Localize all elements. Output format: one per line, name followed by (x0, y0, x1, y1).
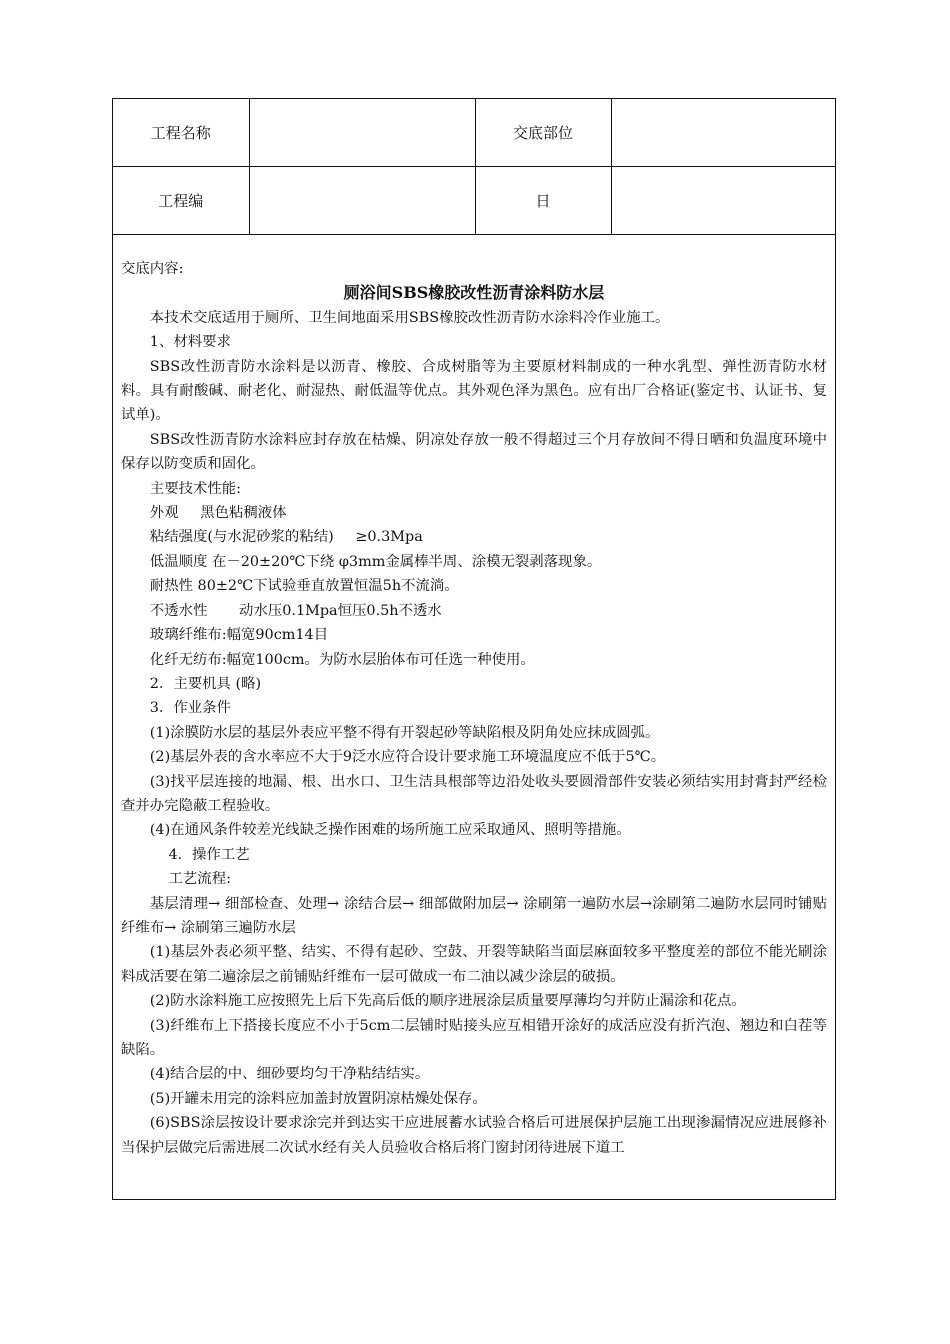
project-name-label: 工程名称 (113, 99, 249, 167)
section-4-item-5: (5)开罐未用完的涂料应加盖封放置阴凉枯燥处保存。 (149, 1090, 487, 1107)
section-3-item-4: (4)在通风条件较差光线缺乏操作困难的场所施工应采取通风、照明等措施。 (149, 822, 631, 839)
nonwoven-line: 化纤无纺布:幅宽100cm。为防水层胎体布可任选一种使用。 (149, 651, 535, 668)
document-title: 厕浴间SBS橡胶改性沥青涂料防水层 (343, 283, 605, 303)
section-3-item-3: (3)找平层连接的地漏、根、出水口、卫生洁具根部等边沿处收头要圆滑部件安装必须结实用封膏封严经检查并办完隐蔽工程验收。 (121, 773, 827, 814)
performance-appearance (121, 501, 827, 525)
section-3-heading: 3．作业条件 (149, 700, 231, 717)
intro-paragraph: 本技术交底适用于厕所、卫生间地面采用SBS橡胶改性沥青防水涂料冷作业施工。 (149, 309, 670, 326)
date-label: 日 (475, 167, 611, 235)
appearance-label: 外观 (149, 505, 179, 522)
bond-label: 粘结强度(与水泥砂浆的粘结) (149, 529, 334, 546)
performance-bond (121, 525, 827, 549)
bond-value: ≥0.3Mpa (355, 529, 423, 546)
location-value[interactable] (611, 99, 835, 167)
content-label: 交底内容: (121, 261, 184, 277)
section-3-item-1: (1)涂膜防水层的基层外表应平整不得有开裂起砂等缺陷根及阴角处应抹成圆弧。 (149, 724, 660, 741)
content-section (113, 235, 835, 1160)
flow-steps: 基层清理→ 细部检查、处理→ 涂结合层→ 细部做附加层→ 涂刷第一遍防水层→涂刷第二遍防水层同时铺贴纤维布→ 涂刷第三遍防水层 (121, 895, 827, 936)
project-no-value[interactable] (249, 167, 475, 235)
section-4-item-3: (3)纤维布上下搭接长度应不小于5cm二层铺时贴接头应互相错开涂好的成活应没有折汽泡、翘边和白茬等缺陷。 (121, 1017, 827, 1058)
section-4-item-4: (4)结合层的中、细砂要均匀干净粘结结实。 (149, 1066, 430, 1083)
performance-heading: 主要技术性能: (149, 480, 241, 497)
glass-fiber-line: 玻璃纤维布:幅宽90cm14目 (149, 627, 329, 644)
water-label: 不透水性 (149, 602, 208, 619)
disclosure-form (112, 98, 836, 1200)
section-1-heading: 1、材料要求 (149, 334, 231, 351)
project-name-value[interactable] (249, 99, 475, 167)
water-value: 动水压0.1Mpa恒压0.5h不透水 (239, 602, 442, 619)
section-1-paragraph-1: SBS改性沥青防水涂料是以沥青、橡胶、合成树脂等为主要原材料制成的一种水乳型、弹性沥青防水材料。具有耐酸碱、耐老化、耐湿热、耐低温等优点。其外观色泽为黑色。应有出厂合格证(鉴定书、认证书、复试单)。 (121, 358, 827, 424)
performance-low-temp: 低温顺度 在－20±20℃下绕 φ3mm金属棒半周、涂模无裂剥落现象。 (149, 553, 602, 570)
project-no-label: 工程编 (113, 167, 249, 235)
header-table (113, 99, 835, 235)
appearance-value: 黑色粘稠液体 (200, 505, 287, 522)
location-label: 交底部位 (475, 99, 611, 167)
section-4-item-6: (6)SBS涂层按设计要求涂完并到达实干应进展蓄水试验合格后可进展保护层施工出现渗漏情况应进展修补当保护层做完后需进展二次试水经有关人员验收合格后将门窗封闭待进展下道工 (121, 1115, 827, 1156)
section-4-item-1: (1)基层外表必须平整、结实、不得有起砂、空鼓、开裂等缺陷当面层麻面较多平整度差的部位不能光刷涂料成活要在第二遍涂层之前铺贴纤维布一层可做成一布二油以减少涂层的破损。 (121, 944, 827, 985)
flow-heading: 工艺流程: (168, 871, 231, 888)
section-3-item-2: (2)基层外表的含水率应不大于9泛水应符合设计要求施工环境温度应不低于5℃。 (149, 749, 666, 766)
section-1-paragraph-2: SBS改性沥青防水涂料应封存放在枯燥、阴凉处存放一般不得超过三个月存放间不得日晒和负温度环境中保存以防变质和固化。 (121, 431, 827, 473)
section-4-item-2: (2)防水涂料施工应按照先上后下先高后低的顺序进展涂层质量要厚薄均匀并防止漏涂和花点。 (149, 993, 746, 1010)
date-value[interactable] (611, 167, 835, 235)
section-2-heading: 2．主要机具 (略) (149, 675, 262, 692)
performance-heat: 耐热性 80±2℃下试验垂直放置恒温5h不流淌。 (149, 578, 459, 595)
performance-water (121, 599, 827, 623)
section-4-heading: 4．操作工艺 (168, 846, 250, 863)
